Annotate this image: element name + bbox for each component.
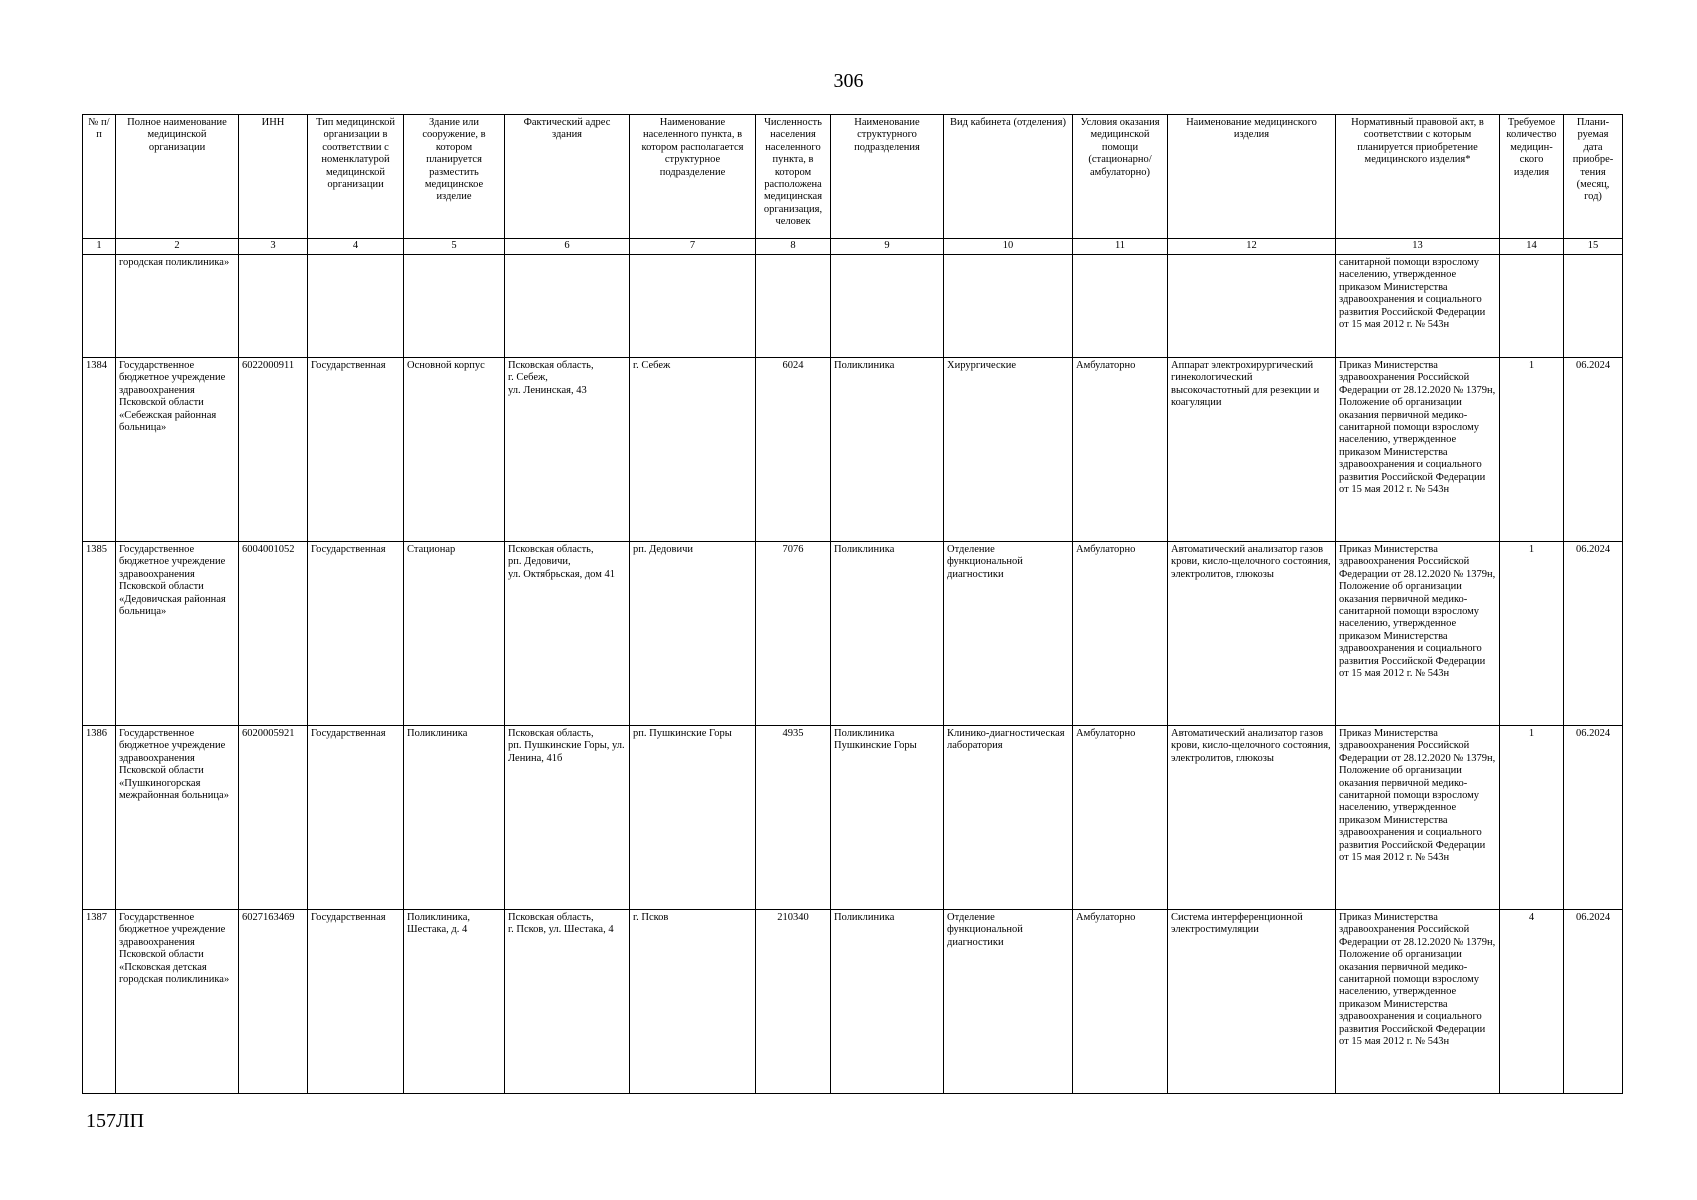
cell-empty [505,255,630,358]
header-cell: Наименование структурного подразделения [831,115,944,239]
column-number: 4 [308,239,404,255]
cell-population: 210340 [756,910,831,1094]
column-number: 12 [1168,239,1336,255]
cell-date: 06.2024 [1564,358,1623,542]
cell-org-type: Государственная [308,358,404,542]
cell-date: 06.2024 [1564,542,1623,726]
cell-settlement: рп. Дедовичи [630,542,756,726]
cell-org-name: Государственное бюджетное учреждение здравоохранения Псковской области «Пушкиногорская межрайонная больница» [116,726,239,910]
cell-address: Псковская область, рп. Дедовичи, ул. Октябрьская, дом 41 [505,542,630,726]
column-number: 7 [630,239,756,255]
cell-legal-act: Приказ Министерства здравоохранения Российской Федерации от 28.12.2020 № 1379н, Положение об организации оказания первичной медико-санитарной помощи взрослому населению, утвержденное приказом Министерства здравоохранения и социального развития Российской Федерации от 15 мая 2012 г. № 543н [1336,542,1500,726]
cell-empty [1073,255,1168,358]
header-cell: Наименование медицинского изделия [1168,115,1336,239]
cell-empty [404,255,505,358]
cell-empty [944,255,1073,358]
table-row [83,358,1623,542]
cell-unit: Поликлиника [831,542,944,726]
cell-legal-act: Приказ Министерства здравоохранения Российской Федерации от 28.12.2020 № 1379н, Положение об организации оказания первичной медико-санитарной помощи взрослому населению, утвержденное приказом Министерства здравоохранения и социального развития Российской Федерации от 15 мая 2012 г. № 543н [1336,910,1500,1094]
cell-building: Стационар [404,542,505,726]
column-number: 8 [756,239,831,255]
cell-empty [756,255,831,358]
column-number: 5 [404,239,505,255]
cell-empty [630,255,756,358]
cell-unit: Поликлиника Пушкинские Горы [831,726,944,910]
cell-address: Псковская область, рп. Пушкинские Горы, ул. Ленина, 41б [505,726,630,910]
header-cell: Вид кабинета (отделения) [944,115,1073,239]
cell-org-type: Государственная [308,910,404,1094]
cell-org-name: городская поликлиника» [116,255,239,358]
cell-room-type: Клинико-диагностическая лаборатория [944,726,1073,910]
cell-settlement: г. Псков [630,910,756,1094]
header-row [83,115,1623,239]
header-cell: Полное наименование медицинской организации [116,115,239,239]
cell-empty [1168,255,1336,358]
cell-quantity: 4 [1500,910,1564,1094]
cell-room-type: Отделение функциональной диагностики [944,910,1073,1094]
cell-conditions: Амбулаторно [1073,542,1168,726]
cell-legal-act: Приказ Министерства здравоохранения Российской Федерации от 28.12.2020 № 1379н, Положение об организации оказания первичной медико-санитарной помощи взрослому населению, утвержденное приказом Министерства здравоохранения и социального развития Российской Федерации от 15 мая 2012 г. № 543н [1336,726,1500,910]
cell-inn: 6020005921 [239,726,308,910]
cell-device: Автоматический анализатор газов крови, кисло-щелочного состояния, электролитов, глюкозы [1168,726,1336,910]
header-cell: Наименование населенного пункта, в котором располагается структурное подразделение [630,115,756,239]
cell-unit: Поликлиника [831,358,944,542]
column-number-row [83,239,1623,255]
cell-quantity: 1 [1500,358,1564,542]
cell-date: 06.2024 [1564,726,1623,910]
header-cell: Условия оказания медицинской помощи (стационарно/ амбулаторно) [1073,115,1168,239]
equipment-register-table [82,114,1623,1094]
cell-room-type: Хирургические [944,358,1073,542]
header-cell: Нормативный правовой акт, в соответствии с которым планируется приобретение медицинского изделия* [1336,115,1500,239]
cell-empty [83,255,116,358]
cell-settlement: рп. Пушкинские Горы [630,726,756,910]
cell-row-number: 1386 [83,726,116,910]
cell-population: 4935 [756,726,831,910]
cell-building: Поликлиника [404,726,505,910]
column-number: 11 [1073,239,1168,255]
column-number: 15 [1564,239,1623,255]
cell-device: Система интерференционной электростимуляции [1168,910,1336,1094]
cell-device: Аппарат электрохирургический гинекологический высокочастотный для резекции и коагуляции [1168,358,1336,542]
column-number: 3 [239,239,308,255]
cell-quantity: 1 [1500,726,1564,910]
header-cell: ИНН [239,115,308,239]
cell-org-name: Государственное бюджетное учреждение здравоохранения Псковской области «Псковская детская городская поликлиника» [116,910,239,1094]
cell-unit: Поликлиника [831,910,944,1094]
header-cell: Здание или сооружение, в котором планируется разместить медицинское изделие [404,115,505,239]
cell-inn: 6027163469 [239,910,308,1094]
cell-conditions: Амбулаторно [1073,726,1168,910]
cell-row-number: 1385 [83,542,116,726]
cell-population: 6024 [756,358,831,542]
cell-inn: 6022000911 [239,358,308,542]
cell-address: Псковская область, г. Себеж, ул. Ленинская, 43 [505,358,630,542]
column-number: 2 [116,239,239,255]
cell-building: Основной корпус [404,358,505,542]
cell-inn: 6004001052 [239,542,308,726]
footer-code: 157ЛП [86,1110,145,1132]
cell-legal-act: санитарной помощи взрослому населению, утвержденное приказом Министерства здравоохранения и социального развития Российской Федерации от 15 мая 2012 г. № 543н [1336,255,1500,358]
header-cell: Фактический адрес здания [505,115,630,239]
cell-empty [308,255,404,358]
cell-conditions: Амбулаторно [1073,910,1168,1094]
cell-room-type: Отделение функциональной диагностики [944,542,1073,726]
cell-device: Автоматический анализатор газов крови, кисло-щелочного состояния, электролитов, глюкозы [1168,542,1336,726]
cell-conditions: Амбулаторно [1073,358,1168,542]
column-number: 1 [83,239,116,255]
cell-address: Псковская область, г. Псков, ул. Шестака, 4 [505,910,630,1094]
cell-org-name: Государственное бюджетное учреждение здравоохранения Псковской области «Себежская районная больница» [116,358,239,542]
cell-empty [1564,255,1623,358]
header-cell: Требуемое количество медицин-ского изделия [1500,115,1564,239]
cell-org-type: Государственная [308,726,404,910]
header-cell: Численность населения населенного пункта, в котором расположена медицинская организация, человек [756,115,831,239]
continuation-row [83,255,1623,358]
cell-quantity: 1 [1500,542,1564,726]
header-cell: Плани-руемая дата приобре-тения (месяц, год) [1564,115,1623,239]
table-row [83,542,1623,726]
column-number: 13 [1336,239,1500,255]
header-cell: № п/п [83,115,116,239]
header-cell: Тип медицинской организации в соответствии с номенклатурой медицинской организации [308,115,404,239]
column-number: 14 [1500,239,1564,255]
cell-empty [1500,255,1564,358]
cell-row-number: 1387 [83,910,116,1094]
column-number: 10 [944,239,1073,255]
cell-population: 7076 [756,542,831,726]
cell-empty [831,255,944,358]
table-row [83,726,1623,910]
cell-date: 06.2024 [1564,910,1623,1094]
cell-building: Поликлиника, Шестака, д. 4 [404,910,505,1094]
cell-row-number: 1384 [83,358,116,542]
table-row [83,910,1623,1094]
cell-legal-act: Приказ Министерства здравоохранения Российской Федерации от 28.12.2020 № 1379н, Положение об организации оказания первичной медико-санитарной помощи взрослому населению, утвержденное приказом Министерства здравоохранения и социального развития Российской Федерации от 15 мая 2012 г. № 543н [1336,358,1500,542]
column-number: 6 [505,239,630,255]
cell-settlement: г. Себеж [630,358,756,542]
cell-empty [239,255,308,358]
page-number: 306 [833,70,864,92]
cell-org-type: Государственная [308,542,404,726]
column-number: 9 [831,239,944,255]
cell-org-name: Государственное бюджетное учреждение здравоохранения Псковской области «Дедовичская районная больница» [116,542,239,726]
